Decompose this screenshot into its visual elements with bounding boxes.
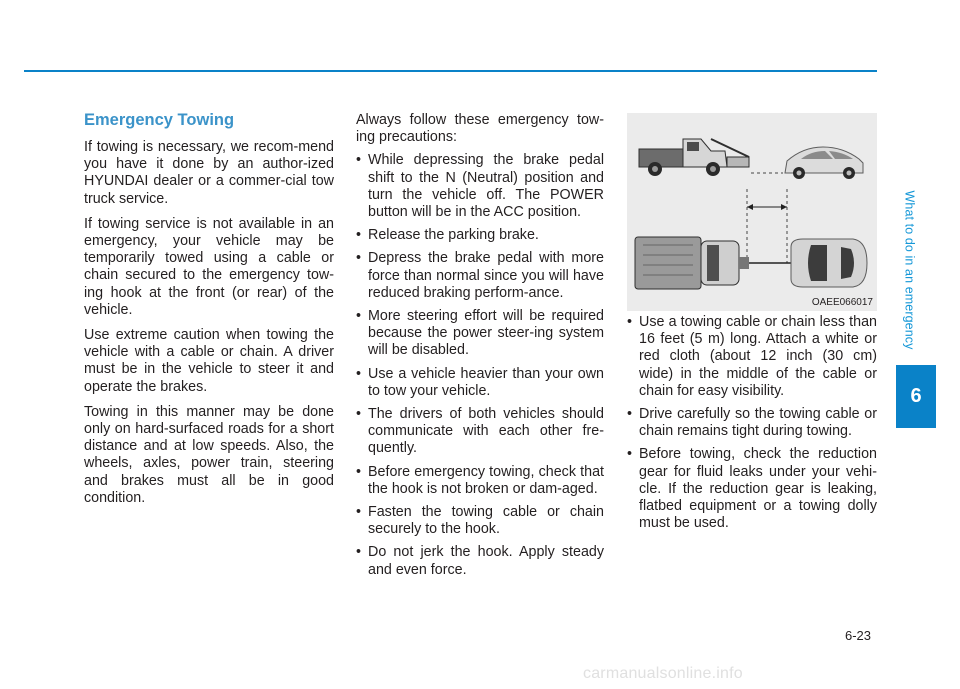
- list-item: • Before emergency towing, check that the hook is not broken or dam-aged.: [356, 464, 604, 498]
- list-item: • More steering effort will be required because the power steer-ing system will be disabled.: [356, 308, 604, 360]
- page-number: 6-23: [845, 628, 872, 643]
- header-rule: [24, 70, 877, 72]
- list-item: • While depressing the brake pedal shift to the N (Neutral) position and turn the vehicle off. The POWER button will be in the ACC position.: [356, 152, 604, 221]
- tow-truck-side-icon: [639, 139, 749, 176]
- list-item: • Before towing, check the reduction gear for fluid leaks under your vehi-cle. If the reduction gear is leaking, flatbed equipment or a towing dolly must be used.: [627, 446, 877, 532]
- paragraph: If towing is necessary, we recom-mend you have it done by an author-ized HYUNDAI dealer or a commer-cial tow truck service.: [84, 139, 334, 207]
- towing-illustration: [627, 113, 877, 311]
- towed-car-side-icon: [785, 147, 863, 179]
- list-item: • Depress the brake pedal with more force than normal since you will have reduced braking perform-ance.: [356, 250, 604, 302]
- column-1: [84, 110, 334, 515]
- paragraph: Towing in this manner may be done only on hard-surfaced roads for a short distance and at low speeds. Also, the wheels, axles, power train, steering and brakes must all be in good condition.: [84, 403, 334, 506]
- column-2: [356, 112, 604, 585]
- tow-truck-diagram: [627, 113, 877, 311]
- column-3: [627, 314, 877, 538]
- list-item: • Fasten the towing cable or chain securely to the hook.: [356, 504, 604, 538]
- precautions-intro: Always follow these emergency tow-ing precautions:: [356, 112, 604, 146]
- figure-code: OAEE066017: [811, 297, 873, 308]
- list-item: • Use a towing cable or chain less than 16 feet (5 m) long. Attach a white or red cloth (about 12 inch (30 cm) wide) in the middle of the cable or chain for easy visibility.: [627, 314, 877, 400]
- chapter-side-title: What to do in an emergency: [902, 190, 916, 350]
- chapter-tab[interactable]: 6: [896, 365, 936, 428]
- precautions-list: [356, 152, 604, 578]
- list-item: • Drive carefully so the towing cable or chain remains tight during towing.: [627, 406, 877, 440]
- paragraph: Use extreme caution when towing the vehicle with a cable or chain. A driver must be in the vehicle to steer it and operate the brakes.: [84, 327, 334, 395]
- watermark[interactable]: carmanualsonline.info: [583, 665, 743, 682]
- towed-car-top-icon: [791, 239, 867, 287]
- list-item: • Do not jerk the hook. Apply steady and even force.: [356, 544, 604, 578]
- section-title: Emergency Towing: [84, 111, 235, 129]
- list-item: • Release the parking brake.: [356, 227, 604, 244]
- list-item: • The drivers of both vehicles should communicate with each other fre-quently.: [356, 406, 604, 458]
- tow-truck-top-icon: [635, 237, 749, 289]
- towing-tips-list: [627, 314, 877, 532]
- list-item: • Use a vehicle heavier than your own to tow your vehicle.: [356, 366, 604, 400]
- paragraph: If towing service is not available in an emergency, your vehicle may be temporarily towed using a cable or chain secured to the emergency tow-ing hook at the front (or rear) of the vehicle.: [84, 215, 334, 318]
